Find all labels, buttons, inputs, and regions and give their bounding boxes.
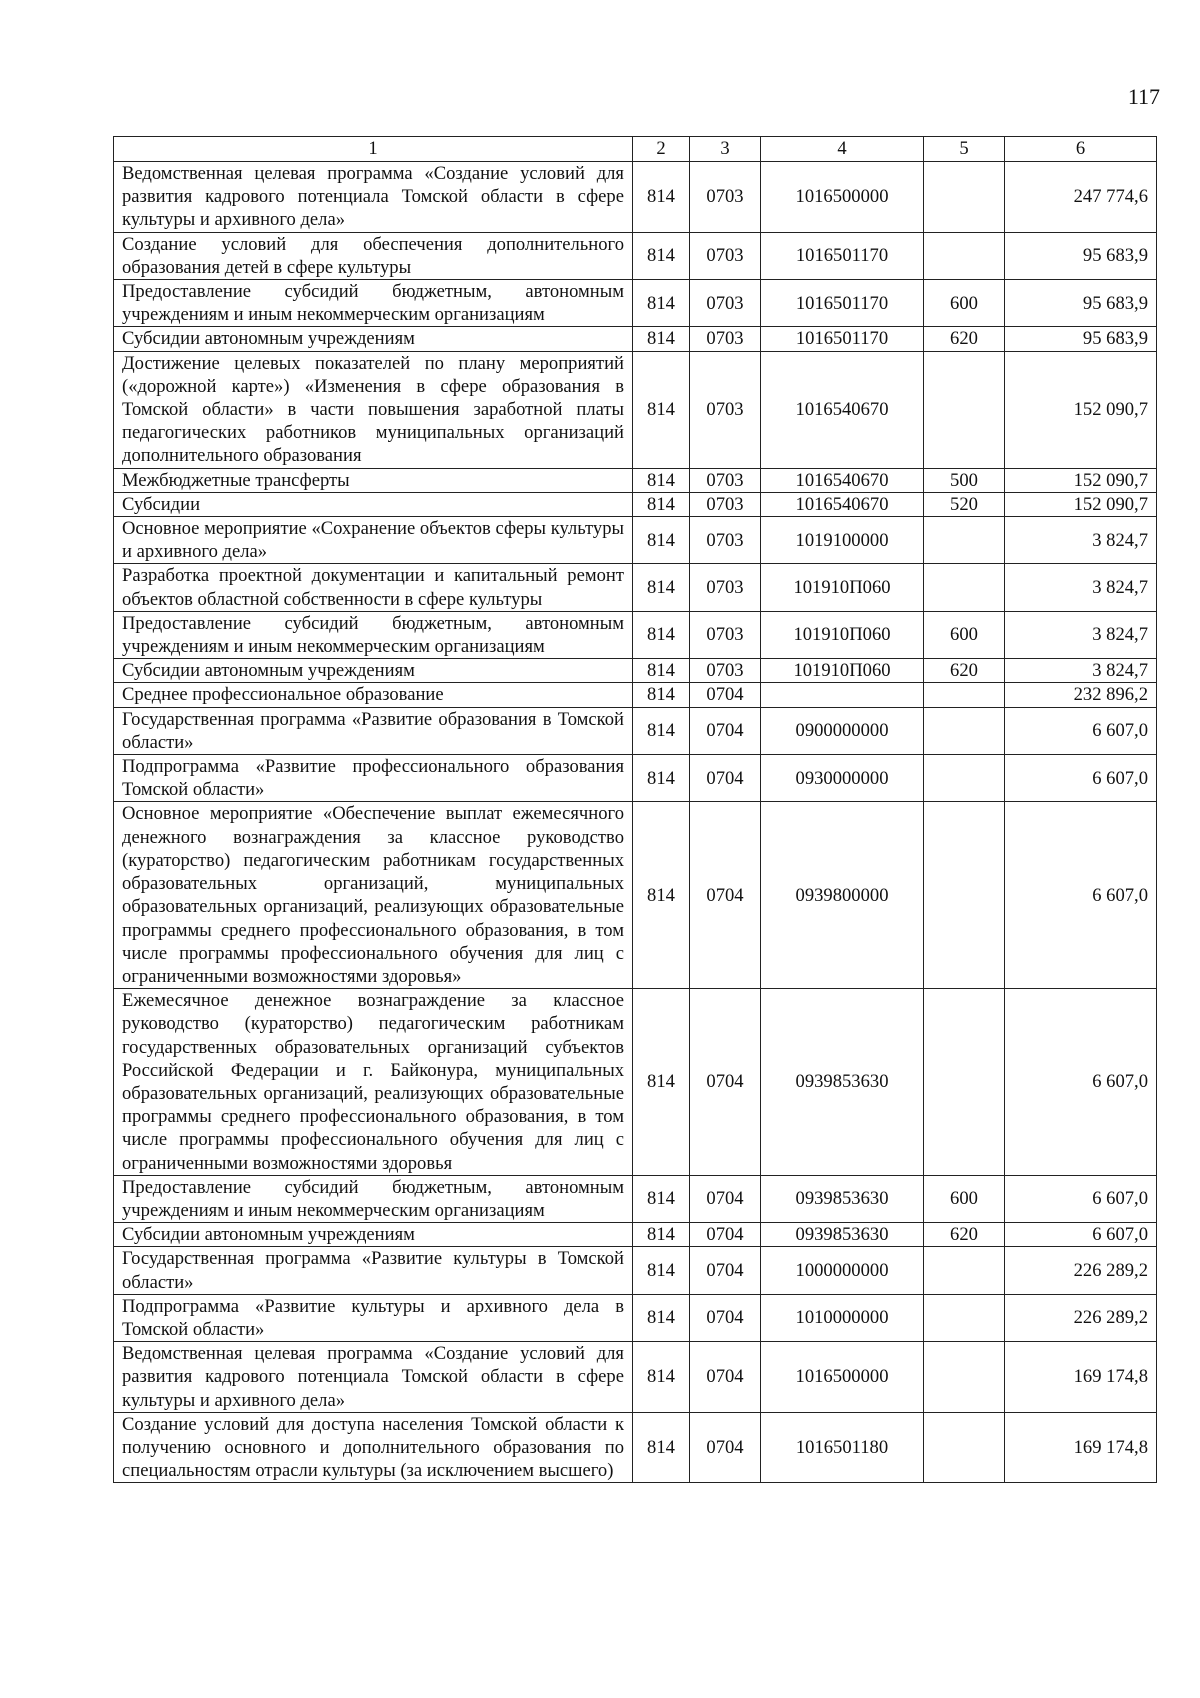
column-header: 2 <box>633 137 690 162</box>
row-amount: 95 683,9 <box>1005 232 1157 279</box>
table-row <box>114 1412 1157 1483</box>
row-description: Субсидии автономным учреждениям <box>114 659 633 683</box>
row-ministry-code: 814 <box>633 1412 690 1483</box>
row-expense-type <box>924 1294 1005 1341</box>
row-target-article: 1016501170 <box>761 280 924 327</box>
row-section-code: 0703 <box>690 232 761 279</box>
row-description: Государственная программа «Развитие культуры в Томской области» <box>114 1247 633 1294</box>
row-expense-type: 620 <box>924 327 1005 351</box>
table-row <box>114 683 1157 707</box>
table-row <box>114 802 1157 989</box>
row-description: Субсидии <box>114 492 633 516</box>
row-section-code: 0703 <box>690 327 761 351</box>
row-ministry-code: 814 <box>633 1294 690 1341</box>
row-target-article: 1019100000 <box>761 517 924 564</box>
row-expense-type <box>924 1412 1005 1483</box>
table-header-row <box>114 137 1157 162</box>
row-expense-type <box>924 755 1005 802</box>
row-ministry-code: 814 <box>633 351 690 468</box>
row-ministry-code: 814 <box>633 232 690 279</box>
table-row <box>114 1175 1157 1222</box>
row-target-article: 101910П060 <box>761 564 924 611</box>
row-amount: 95 683,9 <box>1005 280 1157 327</box>
row-target-article: 1016500000 <box>761 1342 924 1413</box>
row-expense-type: 620 <box>924 659 1005 683</box>
row-expense-type <box>924 517 1005 564</box>
row-description: Предоставление субсидий бюджетным, автономным учреждениям и иным некоммерческим организациям <box>114 280 633 327</box>
row-ministry-code: 814 <box>633 1342 690 1413</box>
row-expense-type <box>924 989 1005 1176</box>
column-header: 1 <box>114 137 633 162</box>
row-description: Субсидии автономным учреждениям <box>114 327 633 351</box>
row-amount: 3 824,7 <box>1005 517 1157 564</box>
row-target-article: 1016501170 <box>761 327 924 351</box>
row-ministry-code: 814 <box>633 989 690 1176</box>
row-ministry-code: 814 <box>633 707 690 754</box>
column-header: 6 <box>1005 137 1157 162</box>
table-row <box>114 707 1157 754</box>
row-section-code: 0704 <box>690 1342 761 1413</box>
row-description: Подпрограмма «Развитие профессионального образования Томской области» <box>114 755 633 802</box>
row-expense-type: 600 <box>924 611 1005 658</box>
row-target-article: 0930000000 <box>761 755 924 802</box>
row-amount: 95 683,9 <box>1005 327 1157 351</box>
row-target-article: 1016501170 <box>761 232 924 279</box>
row-target-article: 1016540670 <box>761 468 924 492</box>
row-expense-type: 500 <box>924 468 1005 492</box>
table-row <box>114 755 1157 802</box>
row-amount: 6 607,0 <box>1005 802 1157 989</box>
row-ministry-code: 814 <box>633 280 690 327</box>
row-ministry-code: 814 <box>633 802 690 989</box>
table-row <box>114 162 1157 233</box>
row-target-article <box>761 683 924 707</box>
row-description: Основное мероприятие «Обеспечение выплат ежемесячного денежного вознаграждения за классное руководство (кураторство) педагогическим работникам государственных образовательных организаций, муниципальных образовательных организаций, реализующих образовательные программы среднего профессионального образования, в том числе программы профессионального обучения для лиц с ограниченными возможностями здоровья» <box>114 802 633 989</box>
row-section-code: 0704 <box>690 1412 761 1483</box>
row-target-article: 1000000000 <box>761 1247 924 1294</box>
table-row <box>114 492 1157 516</box>
column-header: 4 <box>761 137 924 162</box>
row-amount: 3 824,7 <box>1005 564 1157 611</box>
row-section-code: 0703 <box>690 351 761 468</box>
row-section-code: 0704 <box>690 683 761 707</box>
row-description: Предоставление субсидий бюджетным, автономным учреждениям и иным некоммерческим организациям <box>114 611 633 658</box>
row-section-code: 0703 <box>690 517 761 564</box>
row-description: Разработка проектной документации и капитальный ремонт объектов областной собственности в сфере культуры <box>114 564 633 611</box>
row-target-article: 101910П060 <box>761 659 924 683</box>
row-target-article: 0900000000 <box>761 707 924 754</box>
table-row <box>114 989 1157 1176</box>
row-section-code: 0703 <box>690 564 761 611</box>
table-row <box>114 232 1157 279</box>
table-row <box>114 1294 1157 1341</box>
row-amount: 3 824,7 <box>1005 611 1157 658</box>
row-expense-type: 600 <box>924 280 1005 327</box>
row-amount: 6 607,0 <box>1005 1175 1157 1222</box>
row-amount: 6 607,0 <box>1005 755 1157 802</box>
row-target-article: 1016540670 <box>761 492 924 516</box>
row-amount: 6 607,0 <box>1005 1223 1157 1247</box>
row-amount: 6 607,0 <box>1005 707 1157 754</box>
row-target-article: 1016540670 <box>761 351 924 468</box>
row-amount: 226 289,2 <box>1005 1247 1157 1294</box>
row-section-code: 0703 <box>690 659 761 683</box>
column-header: 3 <box>690 137 761 162</box>
column-header: 5 <box>924 137 1005 162</box>
table-row <box>114 611 1157 658</box>
row-amount: 152 090,7 <box>1005 492 1157 516</box>
table-row <box>114 468 1157 492</box>
row-ministry-code: 814 <box>633 327 690 351</box>
row-ministry-code: 814 <box>633 755 690 802</box>
row-description: Создание условий для обеспечения дополнительного образования детей в сфере культуры <box>114 232 633 279</box>
row-target-article: 1016501180 <box>761 1412 924 1483</box>
table-row <box>114 280 1157 327</box>
row-description: Ведомственная целевая программа «Создание условий для развития кадрового потенциала Томской области в сфере культуры и архивного дела» <box>114 162 633 233</box>
table-row <box>114 517 1157 564</box>
row-amount: 152 090,7 <box>1005 468 1157 492</box>
row-expense-type: 620 <box>924 1223 1005 1247</box>
row-section-code: 0704 <box>690 1294 761 1341</box>
row-section-code: 0704 <box>690 1223 761 1247</box>
row-ministry-code: 814 <box>633 564 690 611</box>
row-ministry-code: 814 <box>633 517 690 564</box>
row-amount: 6 607,0 <box>1005 989 1157 1176</box>
table-row <box>114 351 1157 468</box>
table-row <box>114 1223 1157 1247</box>
row-section-code: 0703 <box>690 611 761 658</box>
row-ministry-code: 814 <box>633 492 690 516</box>
row-expense-type: 600 <box>924 1175 1005 1222</box>
row-target-article: 1010000000 <box>761 1294 924 1341</box>
row-amount: 152 090,7 <box>1005 351 1157 468</box>
row-section-code: 0703 <box>690 280 761 327</box>
row-expense-type <box>924 232 1005 279</box>
row-section-code: 0703 <box>690 162 761 233</box>
row-target-article: 0939853630 <box>761 1175 924 1222</box>
table-row <box>114 659 1157 683</box>
row-section-code: 0704 <box>690 1247 761 1294</box>
row-section-code: 0704 <box>690 755 761 802</box>
row-amount: 226 289,2 <box>1005 1294 1157 1341</box>
row-ministry-code: 814 <box>633 1175 690 1222</box>
row-expense-type: 520 <box>924 492 1005 516</box>
row-amount: 247 774,6 <box>1005 162 1157 233</box>
row-amount: 169 174,8 <box>1005 1412 1157 1483</box>
row-ministry-code: 814 <box>633 162 690 233</box>
row-target-article: 0939853630 <box>761 989 924 1176</box>
row-expense-type <box>924 1247 1005 1294</box>
row-ministry-code: 814 <box>633 1247 690 1294</box>
row-target-article: 0939853630 <box>761 1223 924 1247</box>
budget-table <box>113 136 1157 1483</box>
table-row <box>114 327 1157 351</box>
row-amount: 169 174,8 <box>1005 1342 1157 1413</box>
row-description: Субсидии автономным учреждениям <box>114 1223 633 1247</box>
row-expense-type <box>924 564 1005 611</box>
row-section-code: 0704 <box>690 1175 761 1222</box>
row-section-code: 0703 <box>690 492 761 516</box>
row-description: Межбюджетные трансферты <box>114 468 633 492</box>
row-section-code: 0704 <box>690 707 761 754</box>
page-number: 117 <box>1127 84 1160 109</box>
row-description: Предоставление субсидий бюджетным, автономным учреждениям и иным некоммерческим организациям <box>114 1175 633 1222</box>
row-amount: 3 824,7 <box>1005 659 1157 683</box>
row-description: Создание условий для доступа населения Томской области к получению основного и дополнительного образования по специальностям отрасли культуры (за исключением высшего) <box>114 1412 633 1483</box>
row-description: Ведомственная целевая программа «Создание условий для развития кадрового потенциала Томской области в сфере культуры и архивного дела» <box>114 1342 633 1413</box>
row-expense-type <box>924 1342 1005 1413</box>
table-row <box>114 564 1157 611</box>
row-target-article: 101910П060 <box>761 611 924 658</box>
row-description: Ежемесячное денежное вознаграждение за классное руководство (кураторство) педагогическим работникам государственных образовательных организаций субъектов Российской Федерации и г. Байконура, муниципальных образовательных организаций, реализующих образовательные программы среднего профессионального образования, в том числе программы профессионального обучения для лиц с ограниченными возможностями здоровья <box>114 989 633 1176</box>
row-description: Государственная программа «Развитие образования в Томской области» <box>114 707 633 754</box>
row-ministry-code: 814 <box>633 468 690 492</box>
row-expense-type <box>924 162 1005 233</box>
table-body <box>114 162 1157 1483</box>
row-description: Достижение целевых показателей по плану мероприятий («дорожной карте») «Изменения в сфере образования в Томской области» в части повышения заработной платы педагогических работников муниципальных организаций дополнительного образования <box>114 351 633 468</box>
table-row <box>114 1342 1157 1413</box>
row-amount: 232 896,2 <box>1005 683 1157 707</box>
row-section-code: 0704 <box>690 989 761 1176</box>
row-description: Основное мероприятие «Сохранение объектов сферы культуры и архивного дела» <box>114 517 633 564</box>
row-expense-type <box>924 707 1005 754</box>
row-expense-type <box>924 683 1005 707</box>
row-ministry-code: 814 <box>633 1223 690 1247</box>
row-target-article: 1016500000 <box>761 162 924 233</box>
row-target-article: 0939800000 <box>761 802 924 989</box>
row-expense-type <box>924 802 1005 989</box>
row-ministry-code: 814 <box>633 611 690 658</box>
row-description: Среднее профессиональное образование <box>114 683 633 707</box>
row-description: Подпрограмма «Развитие культуры и архивного дела в Томской области» <box>114 1294 633 1341</box>
row-section-code: 0704 <box>690 802 761 989</box>
table-row <box>114 1247 1157 1294</box>
row-section-code: 0703 <box>690 468 761 492</box>
row-expense-type <box>924 351 1005 468</box>
row-ministry-code: 814 <box>633 683 690 707</box>
row-ministry-code: 814 <box>633 659 690 683</box>
